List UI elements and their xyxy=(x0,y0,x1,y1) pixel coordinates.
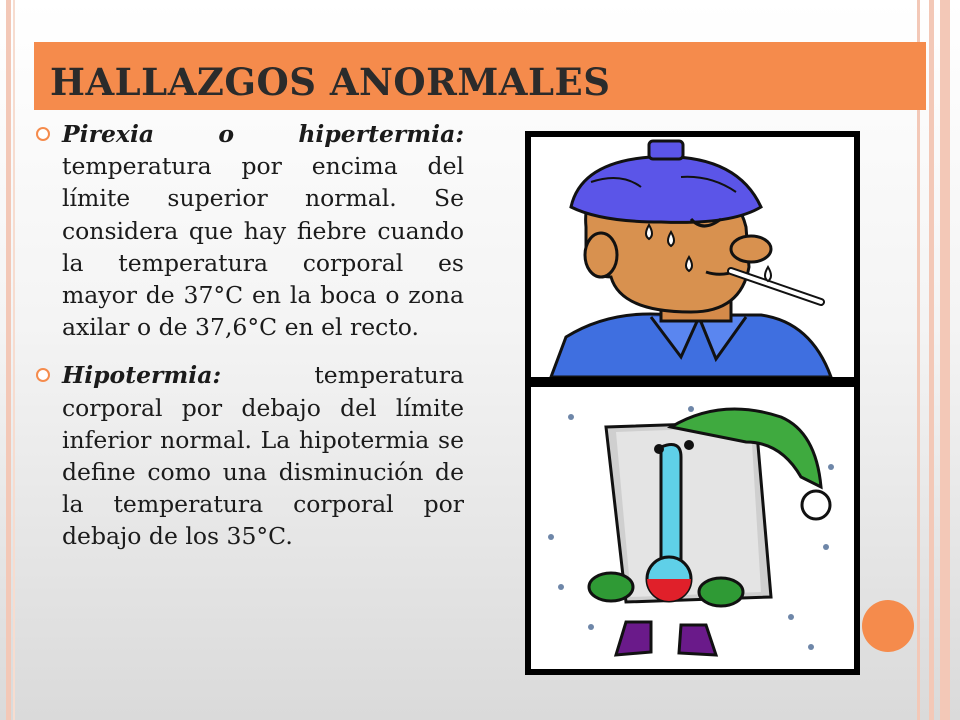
bullet-circle-icon xyxy=(36,368,50,382)
bullet-text: temperatura por encima del límite superior normal. Se considera que hay fiebre cuando la temperatura corporal es mayor de 37°C en la boca o zona axilar o de 37,6°C en el recto. xyxy=(62,152,464,342)
bullet-text: temperatura corporal por debajo del límite inferior normal. La hipotermia se define como una disminución de la temperatura corporal por debajo de los 35°C. xyxy=(62,361,464,551)
fever-illustration xyxy=(525,131,860,383)
cold-thermometer-icon xyxy=(531,387,854,669)
bullet-term: Pirexia o hipertermia: xyxy=(62,120,464,148)
bullet-item-hypothermia xyxy=(36,359,464,552)
bullet-item-hyperthermia xyxy=(36,118,464,343)
bullet-circle-icon xyxy=(36,127,50,141)
right-decoration-2 xyxy=(929,0,934,720)
slide-body xyxy=(36,118,464,569)
slide-title: HALLAZGOS ANORMALES xyxy=(50,60,611,104)
cold-thermometer-illustration xyxy=(525,383,860,675)
right-decoration-3 xyxy=(940,0,950,720)
fever-man-icon xyxy=(531,137,854,377)
title-bar xyxy=(34,42,926,110)
orange-circle-decoration xyxy=(862,600,914,652)
left-decoration-thin xyxy=(13,0,15,720)
left-decoration xyxy=(6,0,11,720)
bullet-term: Hipotermia: xyxy=(62,361,222,390)
